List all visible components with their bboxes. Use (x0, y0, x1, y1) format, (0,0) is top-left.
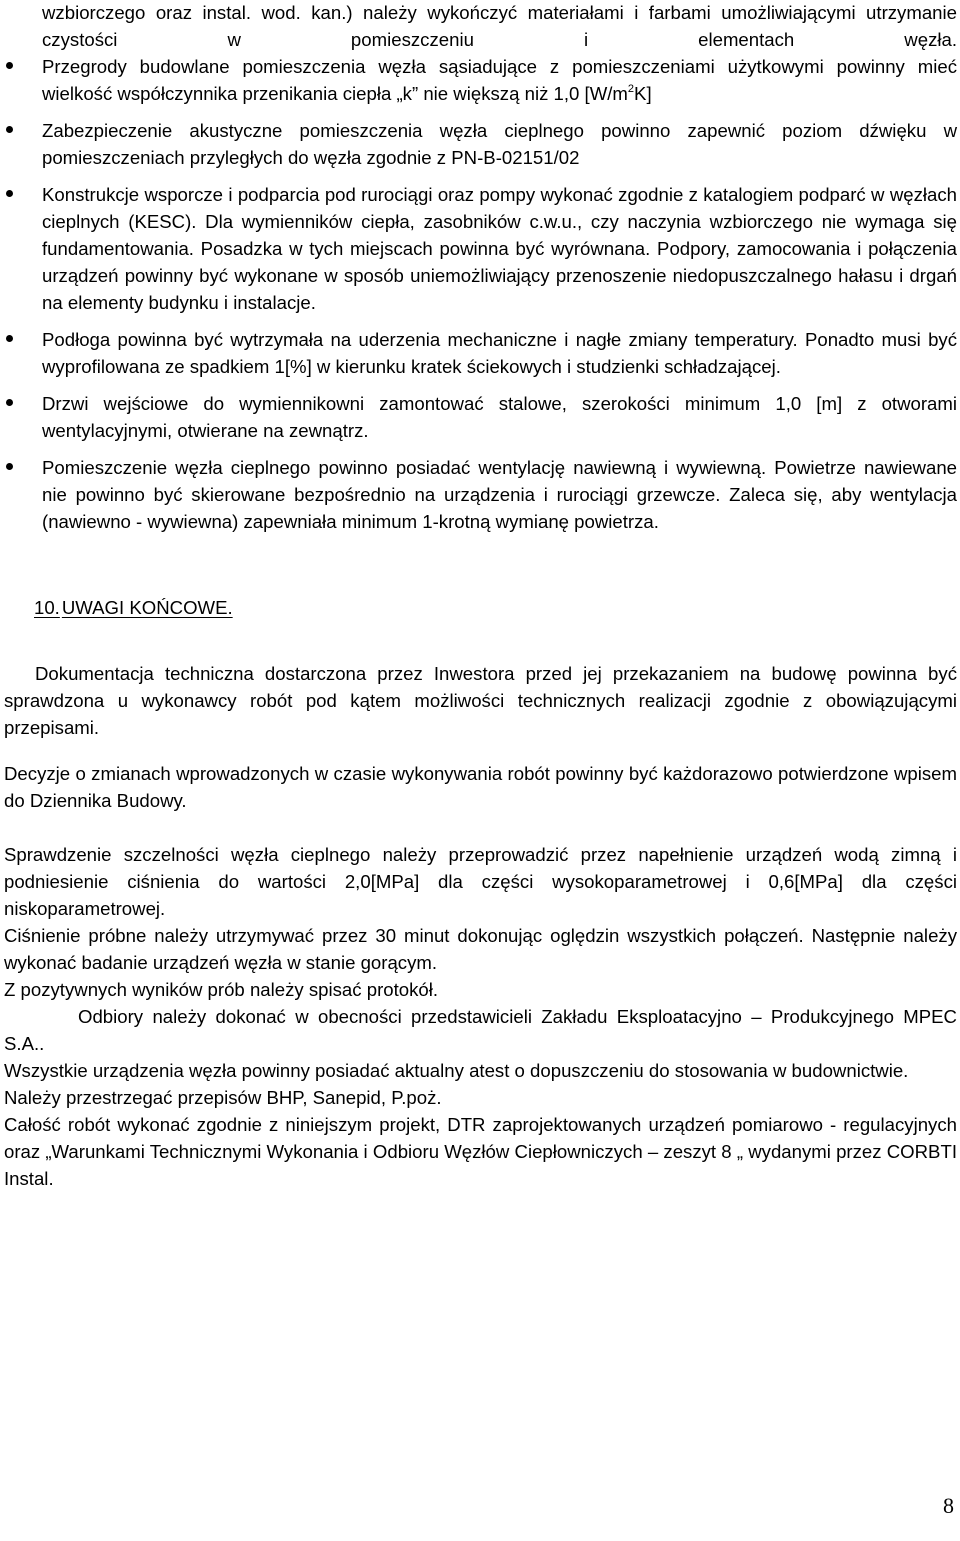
bullet-icon (6, 190, 13, 197)
requirements-list (0, 53, 957, 545)
list-item-acoustic (0, 117, 957, 171)
paragraph-documentation: Dokumentacja techniczna dostarczona przez Inwestora przed jej przekazaniem na budowę powinna być sprawdzona u wykonawcy robót pod kątem możliwości technicznych realizacji zgodnie z obowiązującymi przepisami. (4, 663, 957, 738)
list-item-partitions (0, 53, 957, 107)
acoustic-text: Zabezpieczenie akustyczne pomieszczenia węzła cieplnego powinno zapewnić poziom dźwięku w pomieszczeniach przyległych do węzła zgodnie z PN-B-02151/02 (42, 120, 957, 168)
paragraph-completion: Całość robót wykonać zgodnie z niniejszym projekt, DTR zaprojektowanych urządzeń pomiarowo - regulacyjnych oraz „Warunkami Technicznymi Wykonania i Odbioru Węzłów Ciepłowniczych – zeszyt 8 „ wydanymi przez CORBTI Instal. (4, 1114, 957, 1189)
doors-text: Drzwi wejściowe do wymiennikowni zamontować stalowe, szerokości minimum 1,0 [m] z otworami wentylacyjnymi, otwierane na zewnątrz. (42, 393, 957, 441)
section-number: 10. (34, 597, 60, 618)
paragraph-regulations: Należy przestrzegać przepisów BHP, Sanepid, P.poż. (4, 1087, 442, 1108)
paragraph-decisions: Decyzje o zmianach wprowadzonych w czasie wykonywania robót powinny być każdorazowo potwierdzone wpisem do Dziennika Budowy. (4, 763, 957, 811)
continuation-text: wzbiorczego oraz instal. wod. kan.) należy wykończyć materiałami i farbami umożliwiającymi utrzymanie czystości w pomieszczeniu i elementach węzła. (42, 2, 957, 50)
bullet-icon (6, 126, 13, 133)
partitions-tail: K] (634, 83, 652, 104)
ventilation-text: Pomieszczenie węzła cieplnego powinno posiadać wentylację nawiewną i wywiewną. Powietrze nawiewane nie powinno być skierowane bezpośrednio na urządzenia i rurociągi grzewcze. Zaleca się, aby wentylacja (nawiewno - wywiewna) zapewniała minimum 1-krotną wymianę powietrza. (42, 457, 957, 532)
final-remarks (4, 660, 957, 1192)
bullet-icon (6, 399, 13, 406)
bullet-icon (6, 335, 13, 342)
partitions-text: Przegrody budowlane pomieszczenia węzła sąsiadujące z pomieszczeniami użytkowymi powinny mieć wielkość współczynnika przenikania ciepła „k” nie większą niż 1,0 [W/m (42, 56, 957, 104)
paragraph-certificates: Wszystkie urządzenia węzła powinny posiadać aktualny atest o dopuszczeniu do stosowania w budownictwie. (4, 1060, 909, 1081)
superscript: 2 (627, 83, 635, 95)
list-item-doors (0, 390, 957, 444)
bullet-icon (6, 62, 13, 69)
paragraph-pressure: Ciśnienie próbne należy utrzymywać przez 30 minut dokonując oględzin wszystkich połączeń. Następnie należy wykonać badanie urządzeń węzła w stanie gorącym. (4, 925, 957, 973)
list-item-floor (0, 326, 957, 380)
bullet-icon (6, 463, 13, 470)
paragraph-protocol: Z pozytywnych wyników prób należy spisać protokół. (4, 979, 439, 1000)
list-item-ventilation (0, 454, 957, 535)
list-item-supports (0, 181, 957, 316)
section-heading (34, 594, 233, 621)
paragraph-tightness: Sprawdzenie szczelności węzła cieplnego należy przeprowadzić przez napełnienie urządzeń wodą zimną i podniesienie ciśnienia do wartości 2,0[MPa] dla części wysokoparametrowej i 0,6[MPa] dla części niskoparametrowej. (4, 844, 957, 919)
paragraph-acceptance: Odbiory należy dokonać w obecności przedstawicieli Zakładu Eksploatacyjno – Produkcyjnego MPEC S.A.. (4, 1006, 957, 1054)
section-title: UWAGI KOŃCOWE. (61, 597, 233, 618)
supports-text: Konstrukcje wsporcze i podparcia pod rurociągi oraz pompy wykonać zgodnie z katalogiem podparć w węzłach cieplnych (KESC). Dla wymienników ciepła, zasobników c.w.u., czy naczynia wzbiorczego nie wymaga się fundamentowania. Posadzka w tych miejscach powinna być wyrównana. Podpory, zamocowania i połączenia urządzeń powinny być wykonane w sposób uniemożliwiający przenoszenie niedopuszczalnego hałasu i drgań na elementy budynku i instalacje. (42, 184, 957, 313)
page-number: 8 (943, 1493, 954, 1518)
floor-text: Podłoga powinna być wytrzymała na uderzenia mechaniczne i nagłe zmiany temperatury. Ponadto musi być wyprofilowana ze spadkiem 1[%] w kierunku kratek ściekowych i studzienki schładzającej. (42, 329, 957, 377)
